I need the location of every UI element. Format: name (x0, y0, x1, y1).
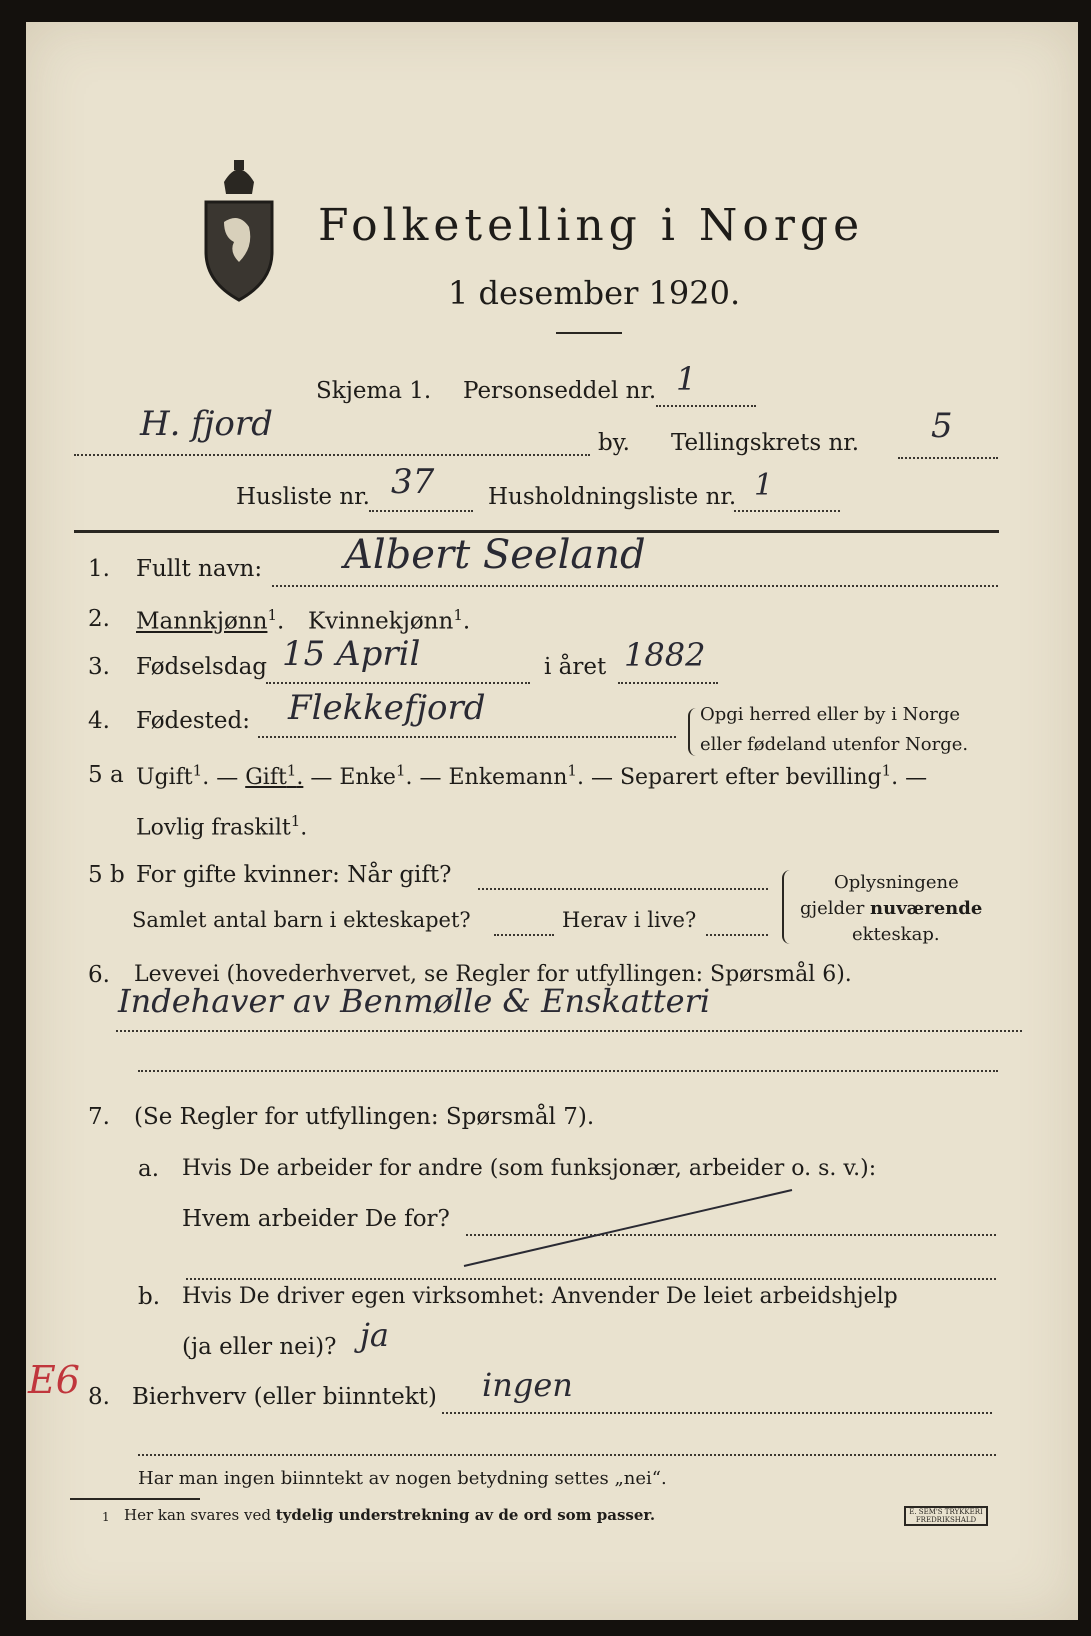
census-form-sheet (26, 22, 1078, 1620)
occupation-field-line1[interactable] (116, 1030, 1022, 1032)
marriage-note-line2: gjelder nuværende (800, 898, 983, 919)
q5b-label: For gifte kvinner: Når gift? (136, 862, 452, 888)
birthday-value: 15 April (282, 634, 421, 674)
birth-year-field[interactable] (618, 682, 718, 684)
husliste-value: 37 (391, 462, 435, 502)
hired-help-value: ja (360, 1316, 389, 1354)
q4-label: Fødested: (136, 708, 251, 734)
form-date: 1 desember 1920. (448, 274, 741, 312)
tellingskrets-label: Tellingskrets nr. (671, 430, 860, 456)
enkemann-option[interactable]: Enkemann$^1$. (448, 762, 584, 791)
female-label: Kvinnekjønn (308, 608, 454, 635)
q6-label: Levevei (hovederhvervet, se Regler for utfyllingen: Spørsmål 6). (134, 962, 852, 987)
marriage-note-brace (782, 870, 790, 944)
footnote-ref: 1 (267, 606, 277, 624)
q7b-line1: Hvis De driver egen virksomhet: Anvender De leiet arbeidshjelp (182, 1284, 898, 1309)
q3-label: Fødselsdag (136, 654, 268, 680)
q4-number: 4. (88, 708, 110, 734)
children-label: Samlet antal barn i ekteskapet? (132, 908, 471, 932)
q7a-line1: Hvis De arbeider for andre (som funksjonær, arbeider o. s. v.): (182, 1156, 877, 1181)
employer-field-line2[interactable] (186, 1278, 996, 1280)
place-value: H. fjord (140, 404, 273, 444)
q5b-number: 5 b (88, 862, 125, 888)
separator: — (590, 765, 613, 791)
punct: . (276, 608, 285, 635)
footnote-number: 1 (102, 1510, 110, 1524)
q7-number: 7. (88, 1104, 110, 1130)
husholdning-field[interactable] (734, 510, 840, 512)
birthplace-note-brace (688, 708, 696, 756)
skjema-label: Skjema 1. (316, 378, 432, 404)
full-name-value: Albert Seeland (344, 532, 646, 578)
punct: . (462, 608, 471, 635)
husliste-field[interactable] (369, 510, 473, 512)
birth-year-value: 1882 (624, 636, 706, 674)
occupation-value: Indehaver av Benmølle & Enskatteri (118, 982, 711, 1020)
marriage-note-line3: ekteskap. (852, 924, 940, 945)
q7a-line2: Hvem arbeider De for? (182, 1206, 450, 1232)
red-pencil-mark: E6 (28, 1358, 80, 1402)
fraskilt-option[interactable]: Lovlig fraskilt$^1$. (136, 812, 308, 841)
side-income-value: ingen (482, 1366, 573, 1404)
tellingskrets-value: 5 (931, 406, 953, 446)
q7b-line2: (ja eller nei)? (182, 1334, 337, 1360)
personseddel-field[interactable] (656, 405, 756, 407)
husholdning-value: 1 (754, 468, 774, 503)
married-date-field[interactable] (478, 888, 768, 890)
separator: — (419, 765, 442, 791)
male-label: Mannkjønn (136, 608, 268, 635)
marital-status-options (136, 762, 927, 790)
gift-option[interactable]: Gift$^1$. (245, 762, 304, 791)
q2-number: 2. (88, 606, 110, 632)
q7-label: (Se Regler for utfyllingen: Spørsmål 7). (134, 1104, 595, 1130)
q3-number: 3. (88, 654, 110, 680)
husliste-label: Husliste nr. (236, 484, 370, 510)
q1-number: 1. (88, 556, 110, 582)
birthday-field[interactable] (266, 682, 530, 684)
side-income-field-line2[interactable] (138, 1454, 996, 1456)
personseddel-value: 1 (676, 360, 697, 398)
employer-strike-line (462, 1172, 802, 1272)
birthplace-note-line2: eller fødeland utenfor Norge. (700, 734, 969, 755)
birthplace-note-line1: Opgi herred eller by i Norge (700, 704, 961, 725)
form-title: Folketelling i Norge (318, 200, 865, 251)
q5a-number: 5 a (88, 762, 124, 788)
occupation-field-line2[interactable] (138, 1070, 998, 1072)
title-divider (556, 332, 622, 334)
footnote-divider (70, 1498, 200, 1500)
personseddel-label: Personseddel nr. (463, 378, 657, 404)
full-name-field[interactable] (272, 585, 998, 587)
q6-number: 6. (88, 962, 110, 988)
printer-stamp: E. SEM'S TRYKKERI FREDRIKSHALD (904, 1506, 988, 1526)
enke-option[interactable]: Enke$^1$. (339, 762, 413, 791)
q7b-letter: b. (138, 1284, 161, 1310)
year-label: i året (544, 654, 607, 680)
coat-of-arms-icon (194, 152, 284, 302)
children-field[interactable] (494, 934, 554, 936)
q7a-letter: a. (138, 1156, 160, 1182)
separator: — (216, 765, 239, 791)
place-field[interactable] (74, 454, 590, 456)
marriage-note-line1: Oplysningene (834, 872, 959, 893)
alive-field[interactable] (706, 934, 768, 936)
q8-number: 8. (88, 1384, 110, 1410)
gender-female-option[interactable] (308, 606, 470, 635)
birthplace-field[interactable] (258, 736, 676, 738)
husholdning-label: Husholdningsliste nr. (488, 484, 737, 510)
birthplace-value: Flekkefjord (288, 688, 486, 728)
tellingskrets-field[interactable] (898, 457, 998, 459)
ugift-option[interactable]: Ugift$^1$. (136, 762, 210, 791)
separator: — (310, 765, 333, 791)
by-label: by. (598, 430, 630, 456)
q1-label: Fullt navn: (136, 556, 263, 582)
gender-male-option[interactable] (136, 606, 284, 635)
side-income-field[interactable] (442, 1412, 992, 1414)
alive-label: Herav i live? (562, 908, 697, 932)
q8-label: Bierhverv (eller biinntekt) (132, 1384, 437, 1410)
separator: — (905, 765, 928, 791)
separert-option[interactable]: Separert efter bevilling$^1$. (619, 762, 899, 791)
footnote-ref: 1 (453, 606, 463, 624)
footnote-text: Her kan svares ved tydelig understrekning av de ord som passer. (124, 1506, 656, 1524)
no-income-note: Har man ingen biinntekt av nogen betydning settes „nei“. (138, 1468, 667, 1489)
